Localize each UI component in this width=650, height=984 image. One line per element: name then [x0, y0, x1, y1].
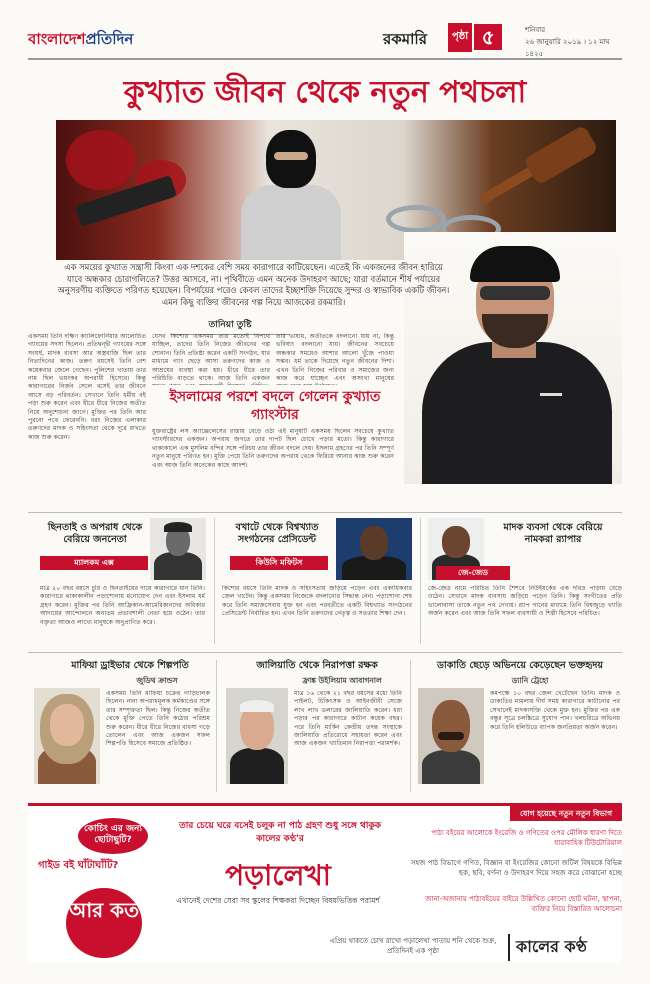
card-text: কমপক্ষে ১০ বছর জেল খেটেছেন তিনি। মাদক ও ডাকাতির মামলায় দীর্ঘ সময় কারাগারে কাটানোর পর সেখানেই মাদকাসক্তি থেকে মুক্ত হন। মুক্তির পর এক বন্ধুর সূত্রে চলচ্চিত্রে সুযোগ পান। খলচরিত্রে অভিনয় করে তিনি হলিউডে ব্যাপক জনপ্রিয়তা অর্জন করেন। [490, 690, 620, 731]
card-title: মাফিয়া ড্রাইভার থেকে শিল্পপতি [71, 660, 189, 671]
ad-bubble-coaching: কোচিং এর জন্য ছোটাছুটি? [78, 818, 148, 854]
card-name: জুডিথ ক্রান্ডস [136, 676, 178, 685]
judith-portrait [34, 688, 100, 784]
ad-tagline: তার চেয়ে ঘরে বসেই চলুক না পাঠ গ্রহণ শুধু সঙ্গে থাকুক কালের কণ্ঠ'র [178, 821, 382, 844]
card-name: কিউসি মফিটস [230, 556, 328, 570]
card-text: মাত্র ২০ বছর বয়সে চুরি ও ছিনতাইয়ের দায়ে কারাগারে যান তিনি। কারাগারে থাকাকালীন পড়াশোনায় মনোযোগ দেন এবং ইসলাম ধর্ম গ্রহণ করেন। মুক্তির পর তিনি আফ্রিকান-আমেরিকানদের অধিকার আদায়ের আন্দোলনে অন্যতম প্রভাবশালী নেতা হয়ে ওঠেন। তার বক্তৃতা আজও লাখো মানুষকে অনুপ্রাণিত করে। [40, 585, 205, 626]
moffitt-portrait [336, 518, 412, 580]
page-number: ৫ [474, 24, 502, 50]
card-name: ম্যালকম এক্স [40, 556, 148, 570]
divider [28, 512, 622, 513]
card-text: মাত্র ১৬ থেকে ২১ বছর বয়সের মধ্যে তিনি পাইলট, চিকিৎসক ও আইনজীবী সেজে লাখ লাখ ডলারের জালিয়াতি করেন। ধরা পড়ার পর কারাগারে কাটান কয়েক বছর। পরে তিনি মার্কিন কেন্দ্রীয় তদন্ত সংস্থাকে জালিয়াতি প্রতিরোধে সহায়তা করেন এবং আজ একজন খ্যাতিমান নিরাপত্তা পরামর্শক। [294, 690, 402, 748]
card-title: ছিনতাই ও অপরাধ থেকে বেরিয়ে জননেতা [47, 522, 143, 545]
date-block [525, 24, 622, 60]
islam-story-title: ইসলামের পরশে বদলে গেলেন কুখ্যাত গ্যাংস্টার [169, 389, 381, 423]
ad-bubble-question: আর কত [66, 888, 142, 958]
danny-trejo-portrait [418, 688, 484, 784]
ad-feature-tutorial: পাঠ্য বইয়ের আলোকে ইংরেজি ও গণিতের ওপর মৌলিক ধারণা দিতে ধারাবাহিক টিউটোরিয়াল [431, 829, 622, 847]
malcolm-x-portrait [150, 518, 206, 580]
logo-part-b: প্রতিদিন [85, 30, 134, 48]
page-label: পৃষ্ঠা [448, 23, 472, 52]
card-title: বখাটে থেকে বিশ্বখ্যাত সংগঠনের প্রেসিডেন্ট [235, 522, 319, 545]
weekday: শনিবার [525, 26, 546, 34]
card-text: একসময় তিনি মাফিয়া চক্রের গাড়িচালক ছিলেন। নানা অপরাধমূলক কর্মকাণ্ডের সঙ্গে তার সম্পৃক্ততা ছিল। কিন্তু নিজের অতীত থেকে মুক্তি পেতে তিনি কঠোর পরিশ্রম শুরু করেন। ধীরে ধীরে নিজের ব্যবসা গড়ে তোলেন এবং আজ একজন সফল শিল্পপতি হিসেবে সমাজে প্রতিষ্ঠিত। [106, 690, 210, 748]
ad-feature-easy-lesson: সহজ পাঠ বিভাগে গণিত, বিজ্ঞান বা ইংরেজির কোনো জটিল বিষয়কে বিভিন্ন ছক, ছবি, বর্ণনা ও উদাহরণ দিয়ে সহজ করে বোঝানো হচ্ছে [410, 859, 622, 877]
main-story-col-3: তার ভাষায়, অতীতকে বদলানো যায় না, কিন্তু ভবিষ্যৎ বদলানো যায়। জীবনের সবচেয়ে অন্ধকার সময়েও আশার আলো খুঁজে পাওয়া সম্ভব। ধর্ম তাকে দিয়েছে নতুন জীবনের দিশা। এখন তিনি নিজের পরিবার ও সমাজের জন্য কাজ করে যাচ্ছেন এবং অসংখ্য মানুষের [276, 333, 394, 383]
card-name: ড্যানি ট্রেহো [511, 676, 549, 685]
divider [28, 652, 622, 653]
ad-brand-subtitle: এখানেই দেশের সেরা সব স্কুলের শিক্ষকরা দিচ্ছেন বিষয়ভিত্তিক পরামর্শ [176, 896, 380, 905]
card-title: মাদক ব্যবসা থেকে বেরিয়ে নামকরা র‍্যাপার [503, 522, 603, 545]
frank-portrait [226, 688, 288, 784]
padalekha-advertisement[interactable] [28, 803, 622, 963]
newspaper-logo[interactable] [28, 28, 133, 53]
main-story-col-2: যেসব কিশোর একসময় তার মতোই বিপথে যাচ্ছিল, তাদের তিনি নিজের জীবনের গল্প শোনান। তিনি প্রতিষ্ঠা করেন একটি সংগঠন, যার মাধ্যমে গ্যাং ছেড়ে আসা তরুণদের কাজ ও আশ্রয়ের ব্যবস্থা করা হয়। ধীরে ধীরে তার পরিচিতি বাড়তে থাকে। আজ তিনি একজন [152, 333, 270, 383]
ad-bubble-guide: গাইড বই ঘাঁটাঘাঁটি? [38, 860, 119, 871]
islam-story-text: যুক্তরাষ্ট্রের লস অ্যাঞ্জেলেসের রাস্তায় বেড়ে ওঠা এই মানুষটি একসময় ছিলেন সবচেয়ে কুখ্যাত গ্যাংস্টারদের একজন। অপরাধ জগতে তার দাপট ছিল চোখে পড়ার মতো। কিন্তু কারাগারে থাকাকালে এক মুসলিম বন্দির সঙ্গে পরিচয় তার জীবন বদলে দেয়। ইসলাম গ্রহণের পর তিনি সম্পূর্ণ নতুন মানুষে পরিণত হন। মুক্তি পেয়ে তিনি তরুণদের অপরাধ থেকে ফিরিয়ে আনার কাজ শুরু করেন এবং আজ তিনি অনেকের কাছে আদর্শ। [152, 428, 394, 469]
kaler-kantho-logo[interactable]: কালের কণ্ঠ [508, 934, 587, 961]
logo-part-a: বাংলাদেশ [28, 30, 86, 48]
ad-footer-note: এপ্রিয় থাকতে চোখ রাখো পড়ালেখা পাতায় শনি থেকে শুক্র, প্রতিদিনই এক পৃষ্ঠা [329, 937, 497, 955]
page-number-box [448, 24, 502, 50]
masked-man-graphic [236, 130, 346, 260]
masthead [28, 20, 622, 60]
main-story-col-1: একসময় তিনি দক্ষিণ ক্যালিফোর্নিয়ার আলোচিত গ্যাংয়ের সদস্য ছিলেন। প্রতিদ্বন্দ্বী গ্যাংয়ের সঙ্গে সংঘর্ষ, মাদক ব্যবসা আর অস্ত্রবাজি ছিল তার নিত্যদিনের কাজ। তরুণ বয়সেই তিনি বেশ কয়েকবার জেলে গেছেন। পুলিশের খাতায় তার নাম ছিল ভয়ংকর অপরাধী হিসেবে। কিন্তু কারাগারের নির্জন সেলে বসেই তার জীবনে আসে বড় পরিবর্তন। সেখানে তিনি ধর্মীয় বই পড়া শুরু করেন এবং ধীরে ধীরে নিজের অতীত নিয়ে অনুশোচনা জাগে। মুক্তির পর তিনি আর পুরনো পথে ফেরেননি। বরং নিজের এলাকার তরুণদের মাদক ও সহিংসতা থেকে দূরে রাখতে কাজ শুরু করেন। [28, 333, 146, 441]
intro-paragraph: এক সময়ের কুখ্যাত সন্ত্রাসী কিংবা এক দশকের বেশি সময় কারাগারে কাটিয়েছেন। এতেই কি একজনের জীবন হারিয়ে যাবে অন্ধকার চোরাগলিতে? উত্তর আসবে, না। পৃথিবীতে এমন অনেক উদাহরণ আছে; যারা বর্তমানে শীর্ষ পর্যায়ের অনুসরণীয় ব্যক্তিতে পরিণত হয়েছেন। বিপর্যয়ের পরেও কেবল তাদের ইচ্ছাশক্তি দিয়েছে সুন্দর ও স্বাভাবিক একটি জীবন। এমন কিছু ব্যক্তির জীবনের গল্প নিয়ে আজকের রকমারি। [57, 262, 450, 307]
card-text: জে-জেড নামে পরিচিত তিনি শৈশবে নিউইয়র্কের এক দরিদ্র পাড়ায় বেড়ে ওঠেন। সেখানে মাদক ব্যবসায় জড়িয়ে পড়েন তিনি। কিন্তু সংগীতের প্রতি ভালোবাসা তাকে নতুন পথ দেখায়। র‍্যাপ গানের মাধ্যমে তিনি বিশ্বজুড়ে খ্যাতি অর্জন করেন এবং আজ তিনি সফল ব্যবসায়ী ও শিল্পী হিসেবে পরিচিত। [428, 585, 622, 618]
card-name: ফ্রাঙ্ক উইলিয়াম আবাগনাল [302, 676, 382, 685]
ad-new-sections-tag: যোগ হয়েছে নতুন নতুন বিভাগ [510, 806, 622, 821]
card-title: জালিয়াতি থেকে নিরাপত্তা রক্ষক [256, 660, 378, 671]
byline: তানিয়া তুষ্টি [170, 317, 290, 335]
page-headline: কুখ্যাত জীবন থেকে নতুন পথচলা [123, 75, 527, 110]
ad-brand-name: পড়ালেখা [225, 859, 331, 892]
gavel-head-graphic [523, 125, 599, 186]
handcuffs-graphic [386, 205, 446, 233]
section-name: রকমারি [383, 30, 427, 48]
card-title: ডাকাতি ছেড়ে অভিনয়ে কেড়েছেন ভক্তহৃদয় [437, 660, 603, 671]
date: ২৬ জানুয়ারি ২০১৯ । ১২ মাঘ ১৪২৫ [525, 38, 610, 58]
ad-feature-known-unknown: জানা-অজানায় পাঠ্যবইয়ের বাইরে উল্লিখিত কোনো ছোট ঘটনা, স্থাপনা, ব্যক্তির নিয়ে বিস্তারিত আলোচনা [425, 895, 622, 913]
card-name: জে-জেড [436, 566, 510, 580]
blood-splatter [66, 130, 136, 190]
card-text: কিশোর বয়সে তিনি মাদক ও সহিংসতায় জড়িয়ে পড়েন এবং একাধিকবার জেল খাটেন। কিন্তু একসময় নিজেকে বদলানোর সিদ্ধান্ত নেন। পড়াশোনা শেষ করে তিনি সমাজসেবায় যুক্ত হন এবং পরবর্তীতে একটি বিশ্বখ্যাত সংগঠনের প্রেসিডেন্ট নির্বাচিত হন। এখন তিনি তরুণদের নেতৃত্ব ও সততার শিক্ষা দেন। [222, 585, 412, 618]
ad-question-graphic [38, 818, 158, 958]
